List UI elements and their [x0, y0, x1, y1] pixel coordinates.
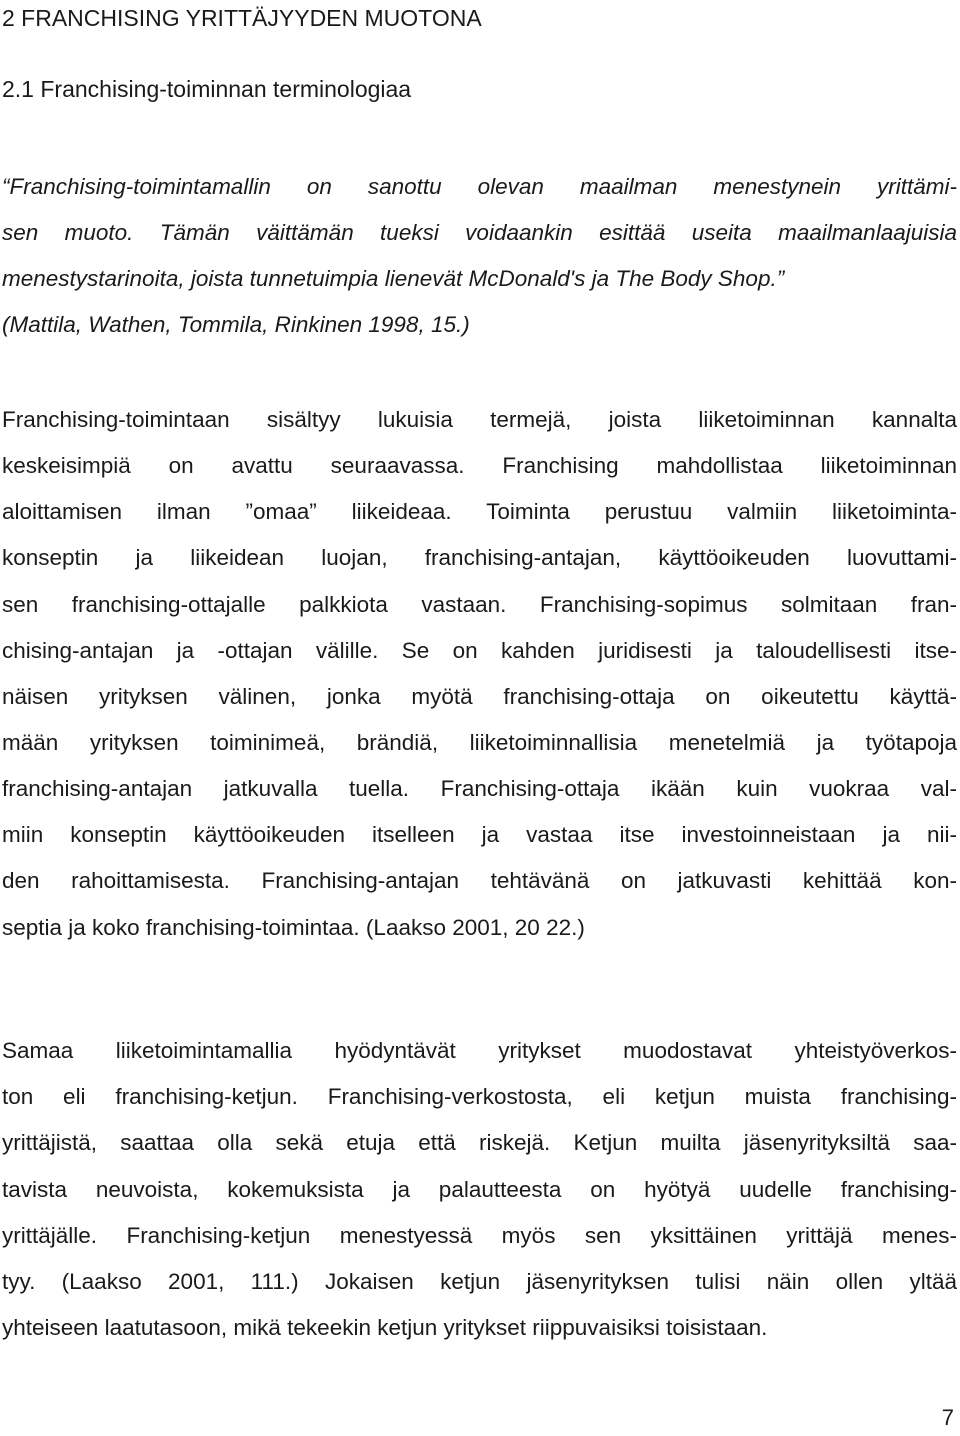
paragraph-line: konseptin ja liikeidean luojan, franchising-antajan, käyttöoikeuden luovuttami- [2, 545, 957, 571]
paragraph-line: tyy. (Laakso 2001, 111.) Jokaisen ketjun jäsenyrityksen tulisi näin ollen yltää [2, 1268, 957, 1294]
paragraph-line: Samaa liiketoimintamallia hyödyntävät yritykset muodostavat yhteistyöverkos- [2, 1038, 957, 1063]
paragraph-line: menestystarinoita, joista tunnetuimpia lienevät McDonald's ja The Body Shop.” [2, 266, 785, 291]
paragraph-line: chising-antajan ja -ottajan välille. Se on kahden juridisesti ja taloudellisesti itse- [2, 637, 957, 663]
paragraph-line: sen muoto. Tämän väittämän tueksi voidaankin esittää useita maailmanlaajuisia [2, 220, 957, 245]
paragraph-line: sen franchising-ottajalle palkkiota vastaan. Franchising-sopimus solmitaan fran- [2, 591, 957, 617]
quote-paragraph [2, 164, 957, 348]
paragraph-line: ton eli franchising-ketjun. Franchising-verkostosta, eli ketjun muista franchising- [2, 1084, 957, 1110]
paragraph-line: den rahoittamisesta. Franchising-antajan tehtävänä on jatkuvasti kehittää kon- [2, 868, 957, 894]
page-number: 7 [941, 1405, 954, 1430]
network-paragraph [2, 1028, 957, 1351]
paragraph-line: septia ja koko franchising-toimintaa. (Laakso 2001, 20 22.) [2, 914, 585, 940]
paragraph-line: yrittäjistä, saattaa olla sekä etuja että riskejä. Ketjun muilta jäsenyrityksiltä saa- [2, 1130, 957, 1156]
paragraph-line: yrittäjälle. Franchising-ketjun menestyessä myös sen yksittäinen yrittäjä menes- [2, 1222, 957, 1248]
paragraph-line: “Franchising-toimintamallin on sanottu olevan maailman menestynein yrittämi- [2, 174, 957, 199]
paragraph-line: franchising-antajan jatkuvalla tuella. Franchising-ottaja ikään kuin vuokraa val- [2, 776, 957, 802]
paragraph-line: yhteiseen laatutasoon, mikä tekeekin ketjun yritykset riippuvaisiksi toisistaan. [2, 1315, 768, 1341]
paragraph-line: (Mattila, Wathen, Tommila, Rinkinen 1998, 15.) [2, 312, 470, 337]
section-title: 2.1 Franchising-toiminnan terminologiaa [2, 76, 412, 102]
paragraph-line: Franchising-toimintaan sisältyy lukuisia termejä, joista liiketoiminnan kannalta [2, 407, 957, 432]
terminology-paragraph [2, 397, 957, 951]
paragraph-line: näisen yrityksen välinen, jonka myötä franchising-ottaja on oikeutettu käyttä- [2, 683, 957, 709]
paragraph-line: aloittamisen ilman ”omaa” liikeideaa. Toiminta perustuu valmiin liiketoiminta- [2, 499, 957, 525]
paragraph-line: tavista neuvoista, kokemuksista ja palautteesta on hyötyä uudelle franchising- [2, 1176, 957, 1202]
paragraph-line: miin konseptin käyttöoikeuden itselleen ja vastaa itse investoinneistaan ja nii- [2, 822, 957, 848]
paragraph-line: keskeisimpiä on avattu seuraavassa. Franchising mahdollistaa liiketoiminnan [2, 453, 957, 479]
chapter-title: 2 FRANCHISING YRITTÄJYYDEN MUOTONA [2, 5, 482, 31]
paragraph-line: mään yrityksen toiminimeä, brändiä, liiketoiminnallisia menetelmiä ja työtapoja [2, 729, 957, 755]
